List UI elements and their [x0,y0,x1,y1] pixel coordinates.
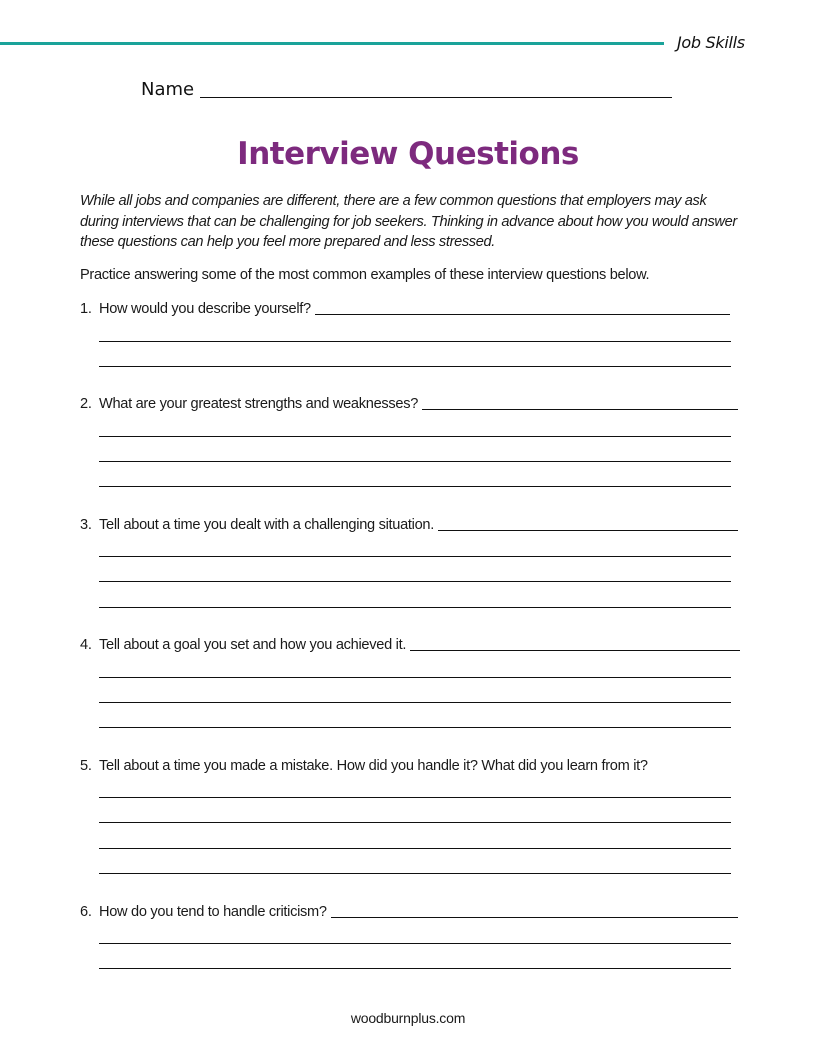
answer-inline-line[interactable] [315,314,730,315]
answer-line[interactable] [99,436,731,437]
answer-line[interactable] [99,607,731,608]
answer-line[interactable] [99,366,731,367]
question-number: 3. [80,517,92,533]
name-label: Name [141,79,195,100]
answer-inline-line[interactable] [438,530,738,531]
answer-line[interactable] [99,943,731,944]
question-5 [80,757,736,775]
answer-line[interactable] [99,341,731,342]
answer-inline-line[interactable] [331,917,738,918]
answer-line[interactable] [99,848,731,849]
question-number: 2. [80,396,92,412]
question-text: Tell about a time you made a mistake. How did you handle it? What did you learn from it? [99,758,648,774]
question-2 [80,395,736,413]
answer-line[interactable] [99,702,731,703]
question-1 [80,300,736,318]
intro-paragraph: While all jobs and companies are different, there are a few common questions that employers may ask during interviews that can be challenging for job seekers. Thinking in advance about how you would answer these questions can help you feel more prepared and less stressed. [80,193,737,250]
question-text: Tell about a time you dealt with a challenging situation. [99,517,434,533]
name-row [141,80,672,100]
question-number: 6. [80,904,92,920]
section-label: Job Skills [677,33,745,52]
answer-line[interactable] [99,822,731,823]
question-number: 1. [80,301,92,317]
question-text: How do you tend to handle criticism? [99,904,327,920]
answer-inline-line[interactable] [422,409,738,410]
question-6 [80,903,736,921]
question-text: Tell about a goal you set and how you achieved it. [99,637,407,653]
question-text: What are your greatest strengths and weaknesses? [99,396,419,412]
answer-line[interactable] [99,873,731,874]
page-title: Interview Questions [237,136,579,172]
question-text: How would you describe yourself? [99,301,311,317]
name-input-line[interactable] [200,97,672,98]
answer-line[interactable] [99,556,731,557]
question-4 [80,636,736,654]
answer-line[interactable] [99,727,731,728]
instruction-text: Practice answering some of the most common examples of these interview questions below. [80,267,650,283]
answer-line[interactable] [99,677,731,678]
answer-inline-line[interactable] [410,650,740,651]
header-rule [0,42,664,45]
footer-site-link: woodburnplus.com [350,1010,466,1026]
question-number: 4. [80,637,92,653]
answer-line[interactable] [99,797,731,798]
question-number: 5. [80,758,92,774]
answer-line[interactable] [99,581,731,582]
answer-line[interactable] [99,486,731,487]
question-3 [80,516,736,534]
answer-line[interactable] [99,461,731,462]
answer-line[interactable] [99,968,731,969]
